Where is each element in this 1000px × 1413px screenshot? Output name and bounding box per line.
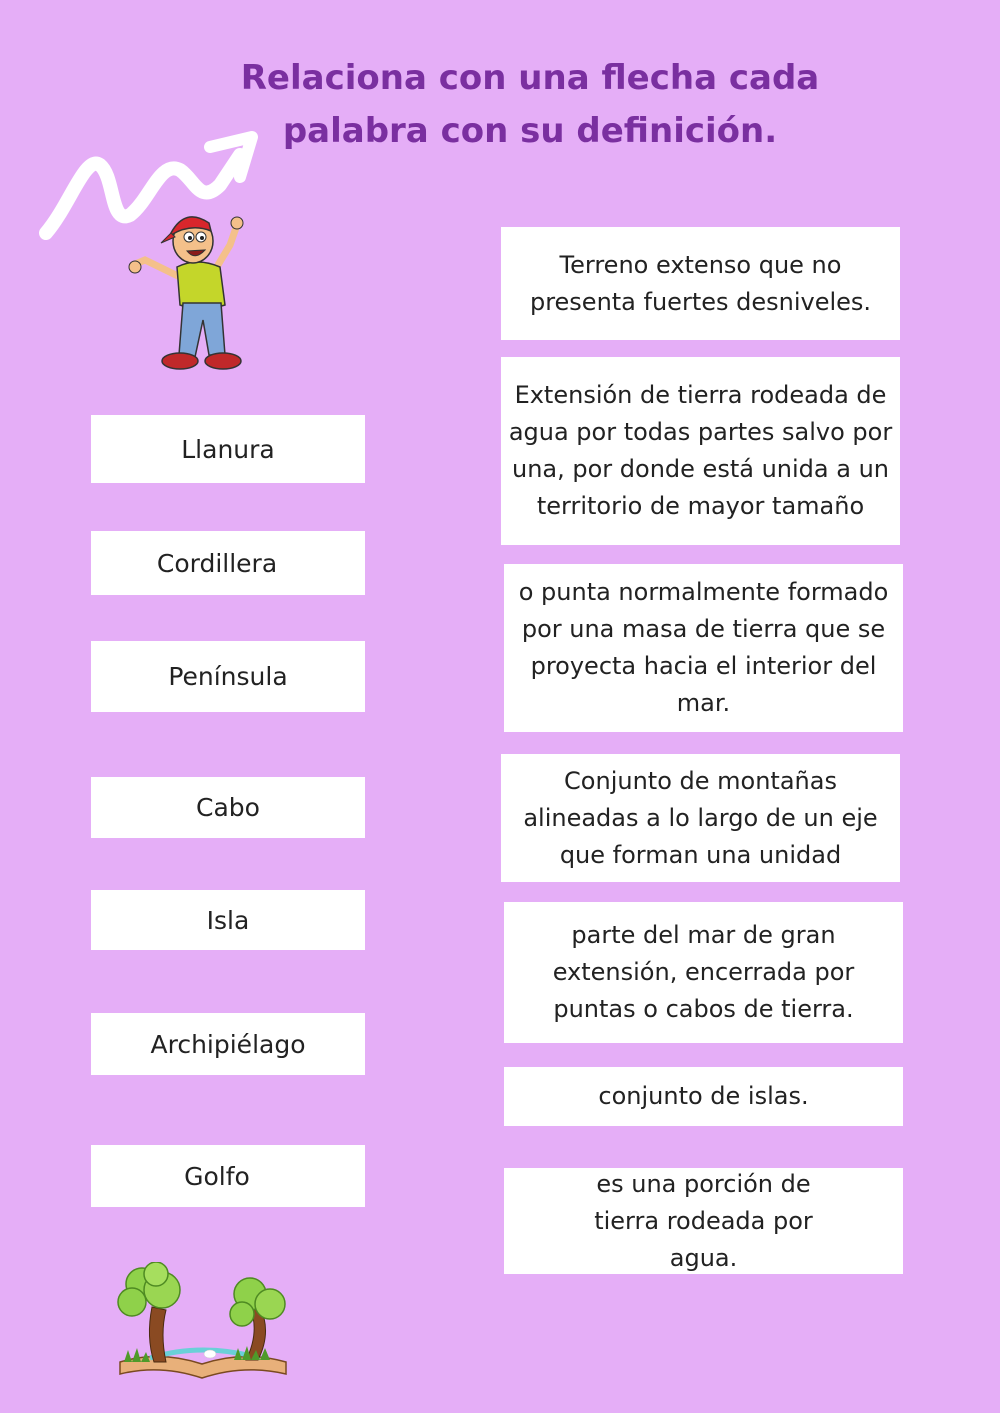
- word-llanura[interactable]: Llanura: [91, 415, 365, 483]
- definition-1[interactable]: Terreno extenso que no presenta fuertes desniveles.: [501, 227, 900, 340]
- word-isla[interactable]: Isla: [91, 890, 365, 950]
- trees-book-illustration: [110, 1262, 295, 1387]
- word-cabo[interactable]: Cabo: [91, 777, 365, 838]
- word-golfo[interactable]: Golfo: [91, 1145, 365, 1207]
- definition-7[interactable]: es una porción de tierra rodeada por agua.: [504, 1168, 903, 1274]
- definition-2[interactable]: Extensión de tierra rodeada de agua por todas partes salvo por una, por donde está unida a un territorio de mayor tamaño: [501, 357, 900, 545]
- word-archipielago[interactable]: Archipiélago: [91, 1013, 365, 1075]
- definition-4[interactable]: Conjunto de montañas alineadas a lo largo de un eje que forman una unidad: [501, 754, 900, 882]
- page-title: [180, 52, 880, 158]
- definition-6[interactable]: conjunto de islas.: [504, 1067, 903, 1126]
- definition-5[interactable]: parte del mar de gran extensión, encerrada por puntas o cabos de tierra.: [504, 902, 903, 1043]
- title-line-1: Relaciona con una flecha cada: [240, 58, 820, 98]
- title-line-2: palabra con su definición.: [282, 111, 778, 151]
- word-peninsula[interactable]: Península: [91, 641, 365, 712]
- definition-3[interactable]: o punta normalmente formado por una masa de tierra que se proyecta hacia el interior del mar.: [504, 564, 903, 732]
- word-cordillera[interactable]: Cordillera: [91, 531, 365, 595]
- cartoon-boy-illustration: [125, 205, 255, 375]
